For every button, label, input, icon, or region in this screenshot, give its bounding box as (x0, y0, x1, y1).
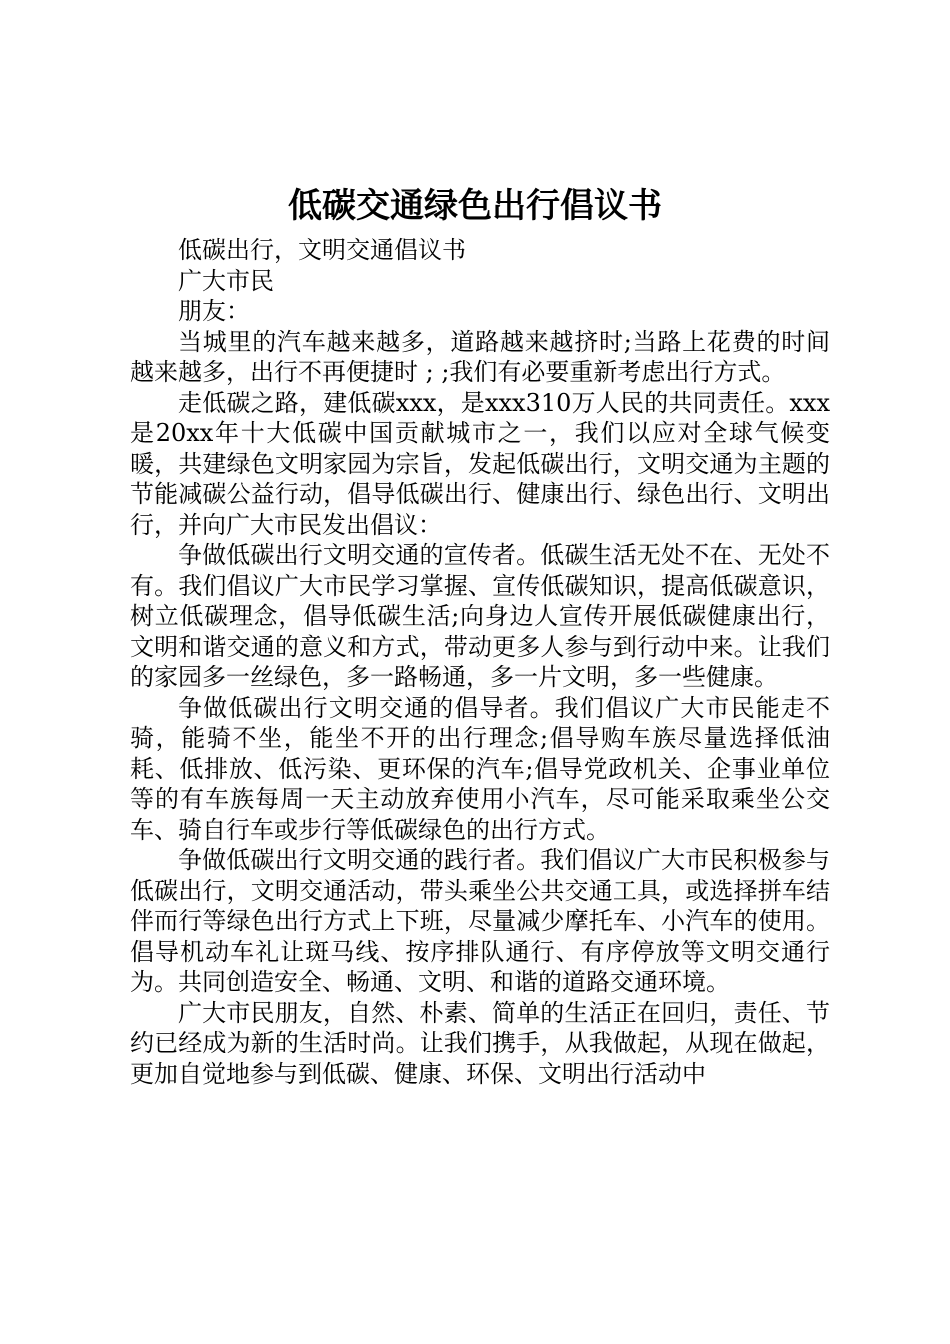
salutation-line: 朋友： (178, 297, 250, 325)
heading-line: 低碳出行，文明交通倡议书 (178, 236, 466, 264)
document-title: 低碳交通绿色出行倡议书 (288, 186, 662, 226)
paragraph-practitioner: 争做低碳出行文明交通的践行者。我们倡议广大市民积极参与低碳出行，文明交通活动，带头乘坐公共交通工具，或选择拼车结伴而行等绿色出行方式上下班，尽量减少摩托车、小汽车的使用。倡导机动车礼让斑马线、按序排队通行、有序停放等文明交通行为。共同创造安全、畅通、文明、和谐的道路交通环境。 (130, 846, 830, 996)
document-body (130, 235, 830, 1089)
paragraph-advocate: 争做低碳出行文明交通的倡导者。我们倡议广大市民能走不骑，能骑不坐，能坐不开的出行理念;倡导购车族尽量选择低油耗、低排放、低污染、更环保的汽车;倡导党政机关、企事业单位等的有车族每周一天主动放弃使用小汽车，尽可能采取乘坐公交车、骑自行车或步行等低碳绿色的出行方式。 (130, 693, 830, 844)
paragraph-publicist: 争做低碳出行文明交通的宣传者。低碳生活无处不在、无处不有。我们倡议广大市民学习掌握、宣传低碳知识，提高低碳意识，树立低碳理念，倡导低碳生活;向身边人宣传开展低碳健康出行，文明和谐交通的意义和方式，带动更多人参与到行动中来。让我们的家园多一丝绿色，多一路畅通，多一片文明，多一些健康。 (130, 541, 830, 691)
paragraph-background: 走低碳之路，建低碳xxx，是xxx310万人民的共同责任。xxx是20xx年十大低碳中国贡献城市之一，我们以应对全球气候变暖，共建绿色文明家园为宗旨，发起低碳出行，文明交通为主题的节能减碳公益行动，倡导低碳出行、健康出行、绿色出行、文明出行，并向广大市民发出倡议： (130, 388, 830, 539)
paragraph-intro: 当城里的汽车越来越多，道路越来越挤时;当路上花费的时间越来越多，出行不再便捷时 ; ;我们有必要重新考虑出行方式。 (130, 327, 830, 386)
addressee-line: 广大市民 (178, 266, 274, 295)
paragraph-closing: 广大市民朋友，自然、朴素、简单的生活正在回归，责任、节约已经成为新的生活时尚。让我们携手，从我做起，从现在做起，更加自觉地参与到低碳、健康、环保、文明出行活动中 (130, 998, 830, 1088)
